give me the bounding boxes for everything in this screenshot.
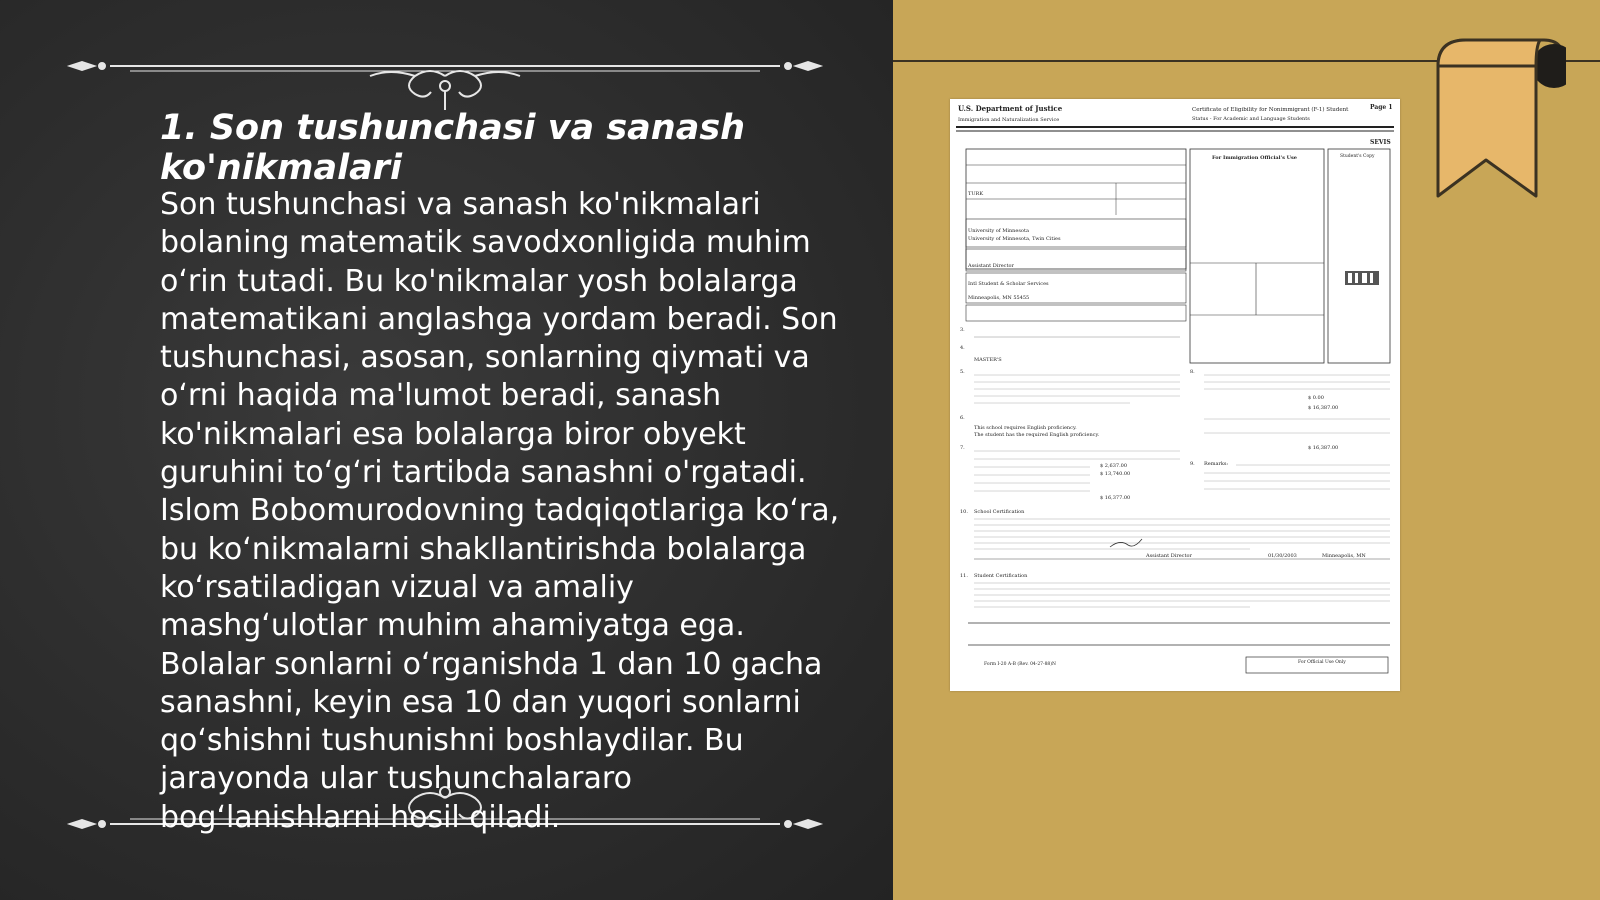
doc-agency: U.S. Department of Justice	[958, 104, 1063, 113]
bookmark-ribbon-icon	[1436, 38, 1566, 198]
doc-city: Minneapolis, MN 55455	[968, 295, 1030, 301]
svg-text:9.: 9.	[1190, 461, 1195, 467]
svg-text:10.: 10.	[960, 509, 968, 515]
svg-text:6.: 6.	[960, 415, 965, 421]
doc-official: Assistant Director	[968, 263, 1014, 269]
svg-text:7.: 7.	[960, 445, 965, 451]
doc-remarks: Remarks:	[1204, 461, 1229, 467]
doc-sevis: SEVIS	[1370, 139, 1391, 146]
slide-body-text: Son tushunchasi va sanash ko'nikmalari bolaning matematik savodxonligida muhim o‘rin tutadi. Bu ko'nikmalar yosh bolalarga matematikani anglashga yordam beradi. Son tushunchasi, asosan, sonlarning qiymati va o‘rni haqida ma'lumot beradi, sanash ko'nikmalari esa bolalarga biror obyekt guruhini to‘g‘ri tartibda sanashni o'rgatadi. Islom Bobomurodovning tadqiqotlariga ko‘ra, bu ko‘nikmalarni shakllantirishda bolalarga ko‘rsatiladigan vizual va amaliy mashg‘ulotlar muhim ahamiyatga ega. Bolalar sonlarni o‘rganishda 1 dan 10 gacha sanashni, keyin esa 10 dan yuqori sonlarni qo‘shishni tushunishni boshlaydilar. Bu jarayonda ular tushunchalararo bog‘lanishlarni hosil qiladi.	[160, 187, 840, 835]
doc-school-sub: University of Minnesota, Twin Cities	[968, 236, 1061, 242]
doc-english2: The student has the required English proficiency.	[974, 432, 1100, 438]
doc-amount-tuition: $ 2,637.00	[1100, 463, 1128, 469]
doc-form-title: Certificate of Eligibility for Nonimmigrant (F-1) Student	[1192, 107, 1349, 113]
doc-sig-place: Minneapolis, MN	[1322, 553, 1366, 559]
doc-sig-title: Assistant Director	[1146, 553, 1192, 559]
doc-form-no: Form I-20 A-B (Rev. 04-27-88)N	[984, 662, 1056, 667]
doc-box-right-title: For Immigration Official's Use	[1212, 155, 1297, 161]
svg-text:5.: 5.	[960, 369, 965, 375]
doc-address: Intl Student & Scholar Services	[968, 281, 1049, 287]
svg-text:11.: 11.	[960, 573, 968, 579]
doc-agency-sub: Immigration and Naturalization Service	[958, 117, 1060, 123]
doc-amount-living: $ 13,740.00	[1100, 471, 1131, 477]
svg-text:4.: 4.	[960, 345, 965, 351]
form-document-image	[950, 99, 1400, 691]
doc-page: Page 1	[1370, 104, 1393, 111]
doc-amount-total2: $ 16,387.00	[1308, 445, 1339, 451]
doc-school-cert: School Certification	[974, 509, 1025, 515]
svg-text:8.: 8.	[1190, 369, 1195, 375]
svg-text:3.: 3.	[960, 327, 965, 333]
doc-amount-school: $ 16,387.00	[1308, 405, 1339, 411]
doc-english: This school requires English proficiency.	[974, 425, 1077, 431]
slide-title: 1. Son tushunchasi va sanash ko'nikmalari	[160, 108, 746, 188]
doc-student-cert: Student Certification	[974, 573, 1028, 579]
doc-country: TURK	[968, 191, 984, 197]
doc-level: MASTER'S	[974, 357, 1002, 363]
doc-amount-total: $ 16,377.00	[1100, 495, 1131, 501]
doc-school: University of Minnesota	[968, 228, 1029, 234]
doc-sig-date: 01/30/2003	[1268, 553, 1297, 559]
top-ornament-divider-icon	[60, 46, 830, 116]
doc-official-use: For Official Use Only	[1298, 660, 1346, 665]
doc-box-copy: Student's Copy	[1340, 154, 1375, 159]
doc-amount-personal: $ 0.00	[1308, 395, 1324, 401]
doc-form-sub: Status - For Academic and Language Students	[1192, 116, 1310, 122]
